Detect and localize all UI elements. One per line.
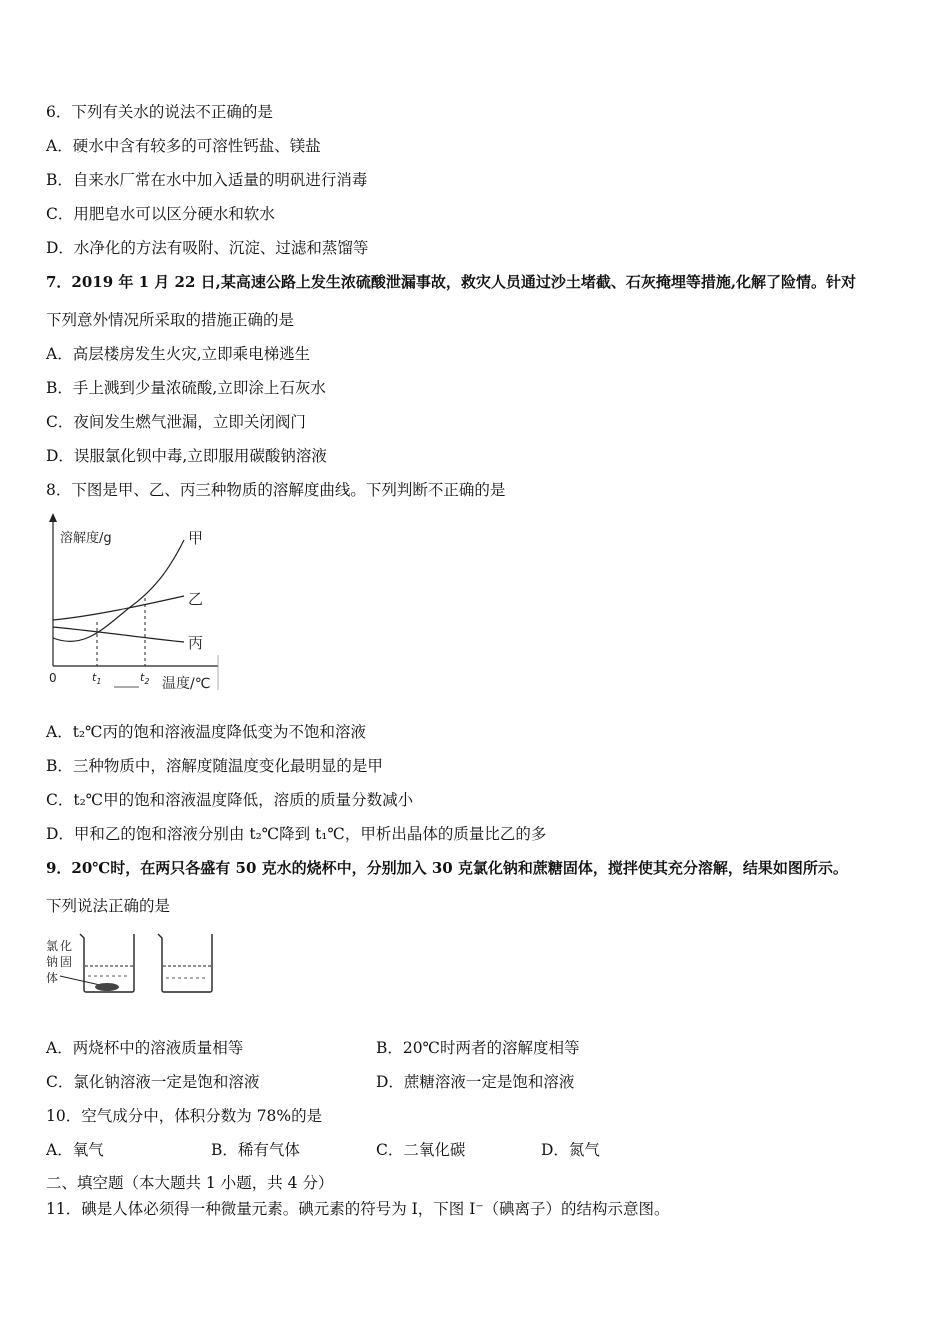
q8-option-b: B．三种物质中，溶解度随温度变化最明显的是甲	[46, 757, 383, 775]
solubility-chart	[44, 510, 224, 695]
beaker-figure	[44, 930, 224, 1000]
curve-jia	[53, 540, 184, 641]
y-axis-label: 溶解度/g	[60, 531, 112, 546]
q8-option-c: C．t₂℃甲的饱和溶液温度降低，溶质的质量分数减小	[46, 791, 414, 809]
q8-stem: 8．下图是甲、乙、丙三种物质的溶解度曲线。下列判断不正确的是	[46, 481, 506, 499]
q7-option-a: A．高层楼房发生火灾,立即乘电梯逃生	[46, 345, 311, 363]
q9-stem-line2: 下列说法正确的是	[46, 897, 171, 915]
q10-option-a: A．氧气	[46, 1141, 104, 1159]
figure-label-char-1: 氯	[46, 939, 59, 953]
q7-option-b: B．手上溅到少量浓硫酸,立即涂上石灰水	[46, 379, 326, 397]
q8-option-a: A．t₂℃丙的饱和溶液温度降低变为不饱和溶液	[46, 723, 366, 741]
nacl-solid	[95, 983, 119, 991]
label-jia: 甲	[188, 529, 204, 547]
q6-option-d: D．水净化的方法有吸附、沉淀、过滤和蒸馏等	[46, 239, 369, 257]
q9-option-a: A．两烧杯中的溶液质量相等	[46, 1039, 244, 1057]
q7-option-d: D．误服氯化钡中毒,立即服用碳酸钠溶液	[46, 447, 327, 465]
label-pointer	[60, 976, 100, 985]
q7-stem-line2: 下列意外情况所采取的措施正确的是	[46, 311, 295, 329]
q8-option-d: D．甲和乙的饱和溶液分别由 t₂℃降到 t₁℃，甲析出晶体的质量比乙的多	[46, 825, 547, 843]
q10-option-d: D．氮气	[541, 1141, 600, 1159]
x-tick-t2: $t_2$	[140, 671, 150, 686]
q11-stem: 11．碘是人体必须得一种微量元素。碘元素的符号为 I，下图 I⁻（碘离子）的结构示意图。	[46, 1200, 670, 1218]
q6-stem: 6．下列有关水的说法不正确的是	[46, 103, 273, 121]
x-axis-label: 温度/℃	[162, 676, 211, 692]
q6-option-a: A．硬水中含有较多的可溶性钙盐、镁盐	[46, 137, 321, 155]
q9-option-b: B．20℃时两者的溶解度相等	[376, 1039, 580, 1057]
q6-option-c: C．用肥皂水可以区分硬水和软水	[46, 205, 275, 223]
q9-stem-line1: 9．20℃时，在两只各盛有 50 克水的烧杯中，分别加入 30 克氯化钠和蔗糖固体，搅拌使其充分溶解，结果如图所示。	[46, 859, 848, 877]
q9-option-d: D．蔗糖溶液一定是饱和溶液	[376, 1073, 575, 1091]
label-bing: 丙	[188, 634, 204, 652]
q10-option-b: B．稀有气体	[211, 1141, 300, 1159]
x-tick-t1: $t_1$	[92, 671, 102, 686]
label-yi: 乙	[188, 590, 204, 608]
q7-option-c: C．夜间发生燃气泄漏，立即关闭阀门	[46, 413, 306, 431]
q10-option-c: C．二氧化碳	[376, 1141, 466, 1159]
beaker-sucrose	[158, 934, 212, 992]
q7-stem-line1: 7．2019 年 1 月 22 日,某高速公路上发生浓硫酸泄漏事故，救灾人员通过沙土堵截、石灰掩埋等措施,化解了险情。针对	[46, 273, 857, 291]
curve-bing	[53, 627, 184, 642]
y-axis-arrow	[49, 513, 57, 522]
figure-label-char-4: 固	[60, 955, 73, 969]
origin-label: 0	[49, 671, 57, 685]
figure-label-char-3: 钠	[46, 955, 59, 969]
section2-heading: 二、填空题（本大题共 1 小题，共 4 分）	[46, 1174, 334, 1192]
figure-label-char-5: 体	[46, 971, 59, 985]
q6-option-b: B．自来水厂常在水中加入适量的明矾进行消毒	[46, 171, 368, 189]
figure-label-char-2: 化	[60, 939, 73, 953]
q9-option-c: C．氯化钠溶液一定是饱和溶液	[46, 1073, 260, 1091]
q10-stem: 10．空气成分中，体积分数为 78%的是	[46, 1107, 323, 1125]
